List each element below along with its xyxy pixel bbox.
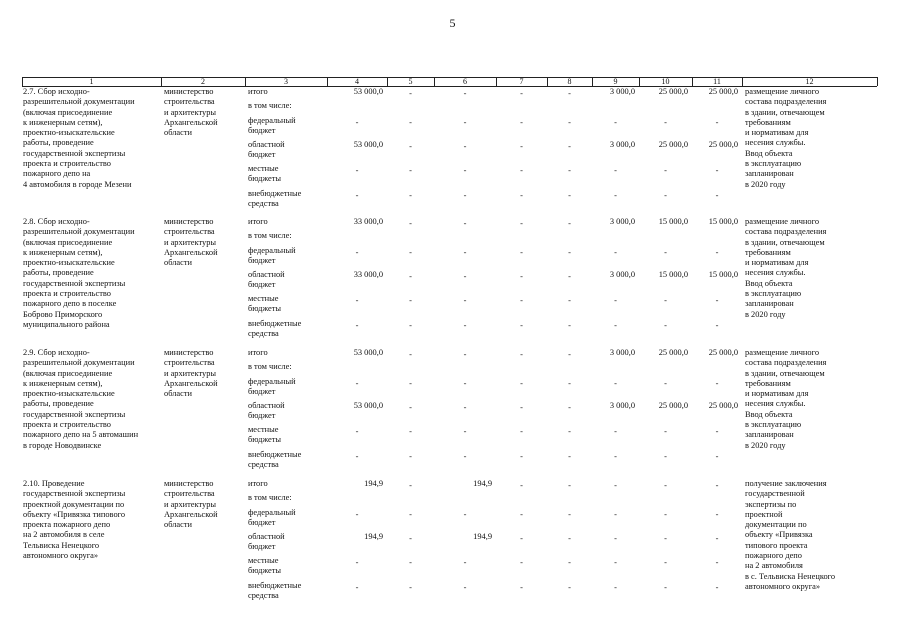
funding-source-label: внебюджетные средства — [248, 450, 302, 470]
funding-value: 25 000,0 — [658, 140, 688, 149]
funding-value: 15 000,0 — [708, 270, 738, 279]
column-number-4: 4 — [355, 77, 359, 86]
funding-value: - — [355, 558, 359, 567]
column-number-7: 7 — [519, 77, 524, 86]
funding-value: 25 000,0 — [708, 87, 738, 96]
funding-value: - — [520, 191, 523, 200]
executor: министерство строительства и архитектуры Архангельской области — [164, 217, 218, 268]
funding-value: - — [614, 558, 617, 567]
funding-value: - — [568, 321, 571, 330]
funding-value: - — [355, 191, 359, 200]
funding-value: - — [715, 427, 719, 436]
funding-value: - — [664, 510, 667, 519]
funding-value: - — [715, 321, 719, 330]
funding-value: 33 000,0 — [353, 270, 383, 279]
funding-value: - — [463, 321, 467, 330]
funding-value: - — [614, 583, 617, 592]
funding-value: - — [715, 452, 719, 461]
funding-value: - — [614, 481, 617, 490]
funding-value: - — [520, 379, 523, 388]
funding-value: - — [520, 219, 523, 228]
funding-value: - — [463, 248, 467, 257]
funding-source-label: федеральный бюджет — [248, 508, 296, 528]
funding-value: - — [463, 191, 467, 200]
funding-value: - — [520, 118, 523, 127]
funding-value: - — [614, 452, 617, 461]
funding-source-label: местные бюджеты — [248, 294, 282, 314]
expected-result: размещение личного состава подразделения в здании, отвечающем требованиям и нормативам для несения службы. Ввод объекта в эксплуатацию запланирован в 2020 году — [745, 348, 827, 450]
funding-source-label: областной бюджет — [248, 532, 285, 552]
funding-source-label: итого — [248, 479, 268, 488]
funding-source-label: федеральный бюджет — [248, 116, 296, 136]
funding-value: - — [355, 510, 359, 519]
funding-value: - — [664, 452, 667, 461]
funding-value: - — [715, 191, 719, 200]
funding-source-label: федеральный бюджет — [248, 377, 296, 397]
funding-value: - — [463, 118, 467, 127]
funding-value: - — [463, 272, 467, 281]
funding-value: - — [409, 118, 412, 127]
funding-value: - — [568, 191, 571, 200]
funding-value: - — [614, 427, 617, 436]
funding-value: - — [664, 166, 667, 175]
funding-source-label: областной бюджет — [248, 270, 285, 290]
funding-value: - — [355, 427, 359, 436]
funding-value: 194,9 — [473, 532, 492, 541]
funding-value: - — [568, 296, 571, 305]
funding-value: - — [355, 118, 359, 127]
funding-value: - — [463, 166, 467, 175]
funding-value: - — [568, 219, 571, 228]
column-number-2: 2 — [201, 77, 205, 86]
funding-value: - — [614, 321, 617, 330]
funding-value: - — [568, 350, 571, 359]
expected-result: получение заключения государственной экспертизы по проектной документации по объекту «Привязка типового проекта пожарного депо на 2 автомобиля в с. Тельвиска Ненецкого автономного округа» — [745, 479, 836, 591]
funding-value: - — [409, 272, 412, 281]
funding-value: - — [664, 583, 667, 592]
funding-source-label: областной бюджет — [248, 401, 285, 421]
funding-source-label: внебюджетные средства — [248, 189, 302, 209]
funding-value: - — [355, 248, 359, 257]
funding-value: - — [520, 142, 523, 151]
funding-value: 25 000,0 — [658, 401, 688, 410]
funding-source-label: местные бюджеты — [248, 425, 282, 445]
funding-value: - — [409, 191, 412, 200]
column-number-1: 1 — [89, 77, 94, 86]
funding-value: - — [463, 219, 467, 228]
funding-value: 25 000,0 — [708, 348, 738, 357]
funding-value: - — [355, 166, 359, 175]
funding-source-label: федеральный бюджет — [248, 246, 296, 266]
funding-value: - — [664, 296, 667, 305]
funding-value: - — [715, 166, 719, 175]
funding-value: - — [568, 403, 571, 412]
funding-value: - — [520, 350, 523, 359]
funding-value: 25 000,0 — [658, 348, 688, 357]
funding-value: - — [409, 379, 412, 388]
column-number-5: 5 — [408, 77, 413, 86]
funding-source-label: в том числе: — [248, 362, 292, 371]
funding-source-label: итого — [248, 348, 268, 357]
column-number-3: 3 — [284, 77, 288, 86]
funding-value: - — [614, 534, 617, 543]
funding-value: - — [520, 403, 523, 412]
funding-value: - — [568, 379, 571, 388]
funding-value: - — [664, 379, 667, 388]
funding-source-label: областной бюджет — [248, 140, 285, 160]
funding-value: 25 000,0 — [708, 401, 738, 410]
funding-value: 3 000,0 — [609, 348, 635, 357]
funding-value: - — [520, 248, 523, 257]
funding-value: - — [520, 272, 523, 281]
funding-value: - — [409, 219, 412, 228]
funding-value: - — [614, 118, 617, 127]
funding-value: - — [568, 510, 571, 519]
funding-value: - — [715, 534, 719, 543]
executor: министерство строительства и архитектуры Архангельской области — [164, 87, 218, 138]
funding-value: - — [568, 166, 571, 175]
funding-value: - — [409, 452, 412, 461]
funding-value: - — [520, 166, 523, 175]
funding-value: - — [463, 583, 467, 592]
activity-description: 2.8. Сбор исходно- разрешительной документации (включая присоединение к инженерным сетям), проектно-изыскательские работы, проведение государственной экспертизы проекта и строительство пожарного депо в поселке Боброво Приморского муниципального района — [23, 217, 135, 329]
funding-value: - — [568, 583, 571, 592]
funding-value: - — [355, 379, 359, 388]
funding-value: - — [463, 427, 467, 436]
funding-value: - — [409, 534, 412, 543]
funding-source-label: в том числе: — [248, 101, 292, 110]
executor: министерство строительства и архитектуры Архангельской области — [164, 479, 218, 530]
funding-value: - — [715, 118, 719, 127]
funding-value: - — [463, 403, 467, 412]
funding-value: - — [520, 583, 523, 592]
funding-value: - — [664, 191, 667, 200]
funding-value: - — [463, 89, 467, 98]
column-number-10: 10 — [661, 77, 670, 86]
funding-value: - — [409, 558, 412, 567]
funding-value: - — [409, 296, 412, 305]
funding-value: - — [568, 427, 571, 436]
funding-value: 3 000,0 — [609, 87, 635, 96]
funding-value: - — [614, 191, 617, 200]
funding-value: - — [568, 272, 571, 281]
funding-value: - — [409, 583, 412, 592]
funding-value: - — [715, 296, 719, 305]
funding-value: - — [664, 481, 667, 490]
funding-value: 15 000,0 — [658, 217, 688, 226]
funding-value: - — [520, 89, 523, 98]
activity-description: 2.10. Проведение государственной экспертизы проектной документации по объекту «Привязка типового проекта пожарного депо на 2 автомобиля в селе Тельвиска Ненецкого автономного округа» — [23, 479, 126, 561]
header-column-separator — [877, 77, 878, 86]
column-number-6: 6 — [463, 77, 467, 86]
funding-value: - — [664, 118, 667, 127]
funding-source-label: в том числе: — [248, 231, 292, 240]
funding-value: - — [520, 534, 523, 543]
funding-value: - — [409, 510, 412, 519]
funding-source-label: в том числе: — [248, 493, 292, 502]
column-number-9: 9 — [613, 77, 618, 86]
expected-result: размещение личного состава подразделения в здании, отвечающем требованиям и нормативам для несения службы. Ввод объекта в эксплуатацию запланирован в 2020 году — [745, 217, 827, 319]
funding-value: 3 000,0 — [609, 401, 635, 410]
funding-source-label: итого — [248, 217, 268, 226]
activity-description: 2.9. Сбор исходно- разрешительной документации (включая присоединение к инженерным сетям), проектно-изыскательские работы, проведение государственной экспертизы проекта и строительство пожарного депо на 5 автомашин в городе Новодвинске — [23, 348, 139, 450]
funding-value: - — [409, 350, 412, 359]
funding-value: - — [614, 248, 617, 257]
funding-value: - — [409, 89, 412, 98]
funding-value: - — [568, 89, 571, 98]
funding-value: - — [355, 296, 359, 305]
funding-value: - — [664, 248, 667, 257]
funding-value: - — [409, 166, 412, 175]
funding-value: - — [568, 558, 571, 567]
funding-value: 15 000,0 — [708, 217, 738, 226]
funding-value: - — [568, 481, 571, 490]
funding-value: - — [664, 534, 667, 543]
funding-value: - — [463, 296, 467, 305]
funding-value: - — [614, 296, 617, 305]
page-number: 5 — [449, 16, 456, 30]
funding-value: - — [520, 321, 523, 330]
funding-value: - — [463, 558, 467, 567]
funding-value: - — [409, 403, 412, 412]
funding-value: - — [355, 321, 359, 330]
column-number-8: 8 — [567, 77, 572, 86]
activity-description: 2.7. Сбор исходно- разрешительной документации (включая присоединение к инженерным сетям), проектно-изыскательские работы, проведение государственной экспертизы проекта и строительство пожарного депо на 4 автомобиля в городе Мезени — [23, 87, 135, 189]
funding-value: 25 000,0 — [708, 140, 738, 149]
funding-value: - — [568, 142, 571, 151]
funding-value: - — [568, 452, 571, 461]
funding-value: - — [463, 142, 467, 151]
funding-value: 3 000,0 — [609, 217, 635, 226]
column-number-11: 11 — [713, 77, 721, 86]
column-number-12: 12 — [805, 77, 814, 86]
funding-value: - — [568, 248, 571, 257]
funding-source-label: местные бюджеты — [248, 164, 282, 184]
funding-value: - — [715, 558, 719, 567]
funding-value: 194,9 — [364, 479, 383, 488]
funding-value: - — [463, 510, 467, 519]
funding-value: - — [614, 379, 617, 388]
funding-value: - — [715, 248, 719, 257]
funding-value: - — [409, 321, 412, 330]
funding-value: 53 000,0 — [353, 401, 383, 410]
funding-value: 3 000,0 — [609, 140, 635, 149]
funding-source-label: внебюджетные средства — [248, 319, 302, 339]
funding-value: 194,9 — [473, 479, 492, 488]
funding-source-label: внебюджетные средства — [248, 581, 302, 601]
funding-value: 53 000,0 — [353, 140, 383, 149]
funding-value: - — [520, 427, 523, 436]
executor: министерство строительства и архитектуры Архангельской области — [164, 348, 218, 399]
funding-value: - — [463, 452, 467, 461]
funding-value: - — [520, 510, 523, 519]
expected-result: размещение личного состава подразделения в здании, отвечающем требованиям и нормативам для несения службы. Ввод объекта в эксплуатацию запланирован в 2020 году — [745, 87, 827, 189]
funding-value: - — [463, 350, 467, 359]
funding-value: - — [664, 427, 667, 436]
funding-value: 53 000,0 — [353, 348, 383, 357]
funding-source-label: местные бюджеты — [248, 556, 282, 576]
funding-value: - — [520, 296, 523, 305]
funding-value: - — [409, 481, 412, 490]
funding-value: - — [715, 379, 719, 388]
funding-value: - — [614, 510, 617, 519]
funding-value: - — [355, 452, 359, 461]
funding-value: 53 000,0 — [353, 87, 383, 96]
funding-value: - — [568, 534, 571, 543]
funding-value: - — [664, 321, 667, 330]
funding-value: - — [520, 481, 523, 490]
funding-value: - — [409, 142, 412, 151]
funding-value: - — [715, 510, 719, 519]
funding-value: - — [715, 583, 719, 592]
funding-source-label: итого — [248, 87, 268, 96]
funding-value: 3 000,0 — [609, 270, 635, 279]
funding-value: - — [715, 481, 719, 490]
funding-value: 15 000,0 — [658, 270, 688, 279]
funding-value: - — [409, 427, 412, 436]
funding-value: - — [520, 452, 523, 461]
funding-value: 25 000,0 — [658, 87, 688, 96]
funding-value: - — [355, 583, 359, 592]
funding-value: - — [614, 166, 617, 175]
funding-value: 194,9 — [364, 532, 383, 541]
funding-value: - — [520, 558, 523, 567]
funding-value: - — [409, 248, 412, 257]
funding-value: - — [463, 379, 467, 388]
funding-value: - — [664, 558, 667, 567]
funding-value: - — [568, 118, 571, 127]
program-table — [22, 77, 877, 637]
funding-value: 33 000,0 — [353, 217, 383, 226]
